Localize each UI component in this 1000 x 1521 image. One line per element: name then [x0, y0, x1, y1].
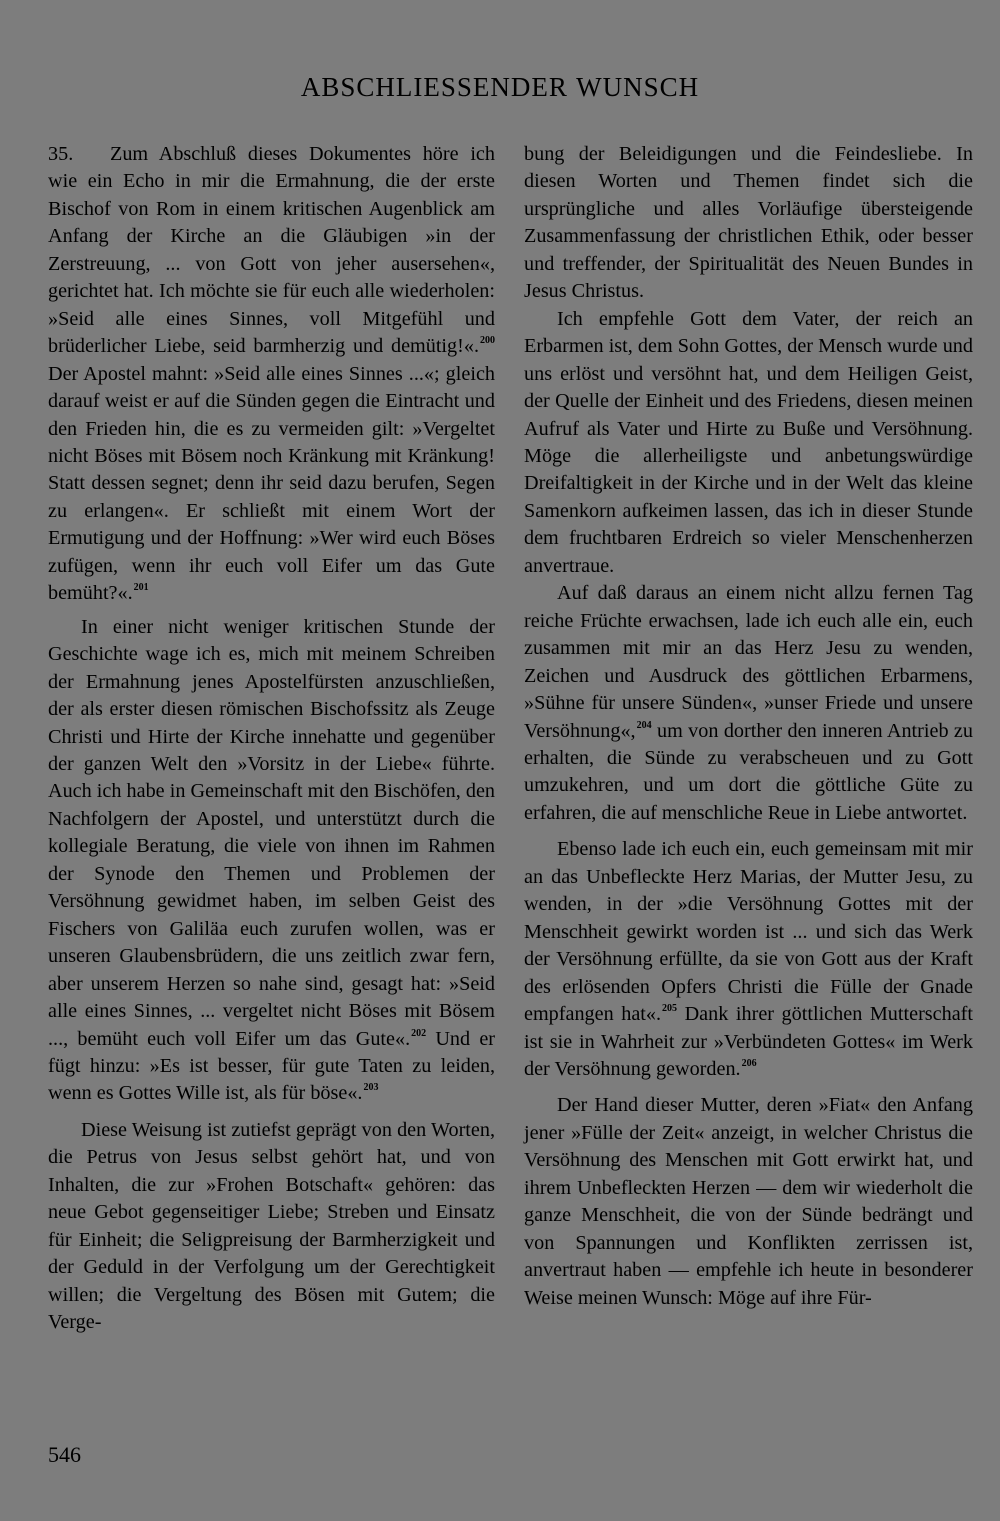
paragraph-text: Auf daß daraus an einem nicht allzu fernen Tag reiche Früchte erwachsen, lade ich euch alle ein, euch zusammen mit mir an das Herz Jesu zu wenden, Zeichen und Ausdruck des göttlichen Erbarmens, »Sühne für unsere Sünden«, »unser Friede und unsere Versöhnung«, — [524, 582, 973, 742]
paragraph-text: Der Apostel mahnt: »Seid alle eines Sinnes ...«; gleich darauf weist er auf die Sünden gegen die Eintracht und den Frieden hin, die es zu vermeiden gilt: »Vergeltet nicht Böses mit Bösem noch Kränkung mit Kränkung! Statt dessen segnet; denn ihr seid dazu berufen, Segen zu erlangen«. Er schließt mit einem Wort der Ermutigung und der Hoffnung: »Wer wird euch Böses zufügen, wenn ihr euch voll Eifer um das Gute bemüht?«. — [48, 362, 495, 605]
section-number: 35. — [48, 143, 74, 165]
page-number: 546 — [48, 1442, 81, 1467]
paragraph — [48, 614, 495, 1108]
footnote-ref-201[interactable]: 201 — [133, 582, 149, 594]
left-column — [48, 141, 495, 1336]
footnote-ref-204[interactable]: 204 — [636, 719, 652, 731]
footnote-ref-202[interactable]: 202 — [411, 1027, 427, 1039]
paragraph-35 — [48, 141, 495, 608]
page-title: ABSCHLIESSENDER WUNSCH — [300, 72, 700, 102]
paragraph-text: Zum Abschluß dieses Dokumentes höre ich wie ein Echo in mir die Ermahnung, die der erste Bischof von Rom in einem kritischen Augenblick am Anfang der Kirche an die Gläubigen »in der Zerstreuung, ... von Gott von jeher ausersehen«, gerichtet hat. Ich möchte sie für euch alle wiederholen: »Seid alle eines Sinnes, voll Mitgefühl und brüderlicher Liebe, seid barmherzig und demütig!«. — [48, 143, 495, 358]
paragraph-text: Dank ihrer göttlichen Mutterschaft ist sie in Wahrheit zur »Verbündeten Gottes« im Werk der Versöhnung geworden. — [524, 1003, 973, 1080]
footnote-ref-205[interactable]: 205 — [662, 1003, 678, 1015]
paragraph-text: Ebenso lade ich euch ein, euch gemeinsam mit mir an das Unbefleckte Herz Marias, der Mutter Jesu, zu wenden, in der »die Versöhnung Gottes mit der Menschheit gewirkt worden ist ... und sich das Werk der Versöhnung erfüllte, da sie von Gott aus der Kraft des erlösenden Opfers Christi die Fülle der Gnade empfangen hat«. — [524, 838, 973, 1026]
paragraph: Der Hand dieser Mutter, deren »Fiat« den Anfang jener »Fülle der Zeit« anzeigt, in welcher Christus die Versöhnung des Menschen mit Gott erwirkt hat, und ihrem Unbefleckten Herzen — dem wir wiederholt die ganze Menschheit, die von der Sünde bedrängt und von Spannungen und Konflikten zerrissen ist, anvertraut haben — empfehle ich heute in besonderer Weise meinen Wunsch: Möge auf ihre Für- — [524, 1094, 973, 1309]
right-column — [524, 141, 973, 1312]
footnote-ref-206[interactable]: 206 — [741, 1057, 757, 1069]
paragraph-text: um von dorther den inneren Antrieb zu erhalten, die Sünde zu verabscheuen und zu Gott umzukehren, und um dort die göttliche Güte zu erfahren, die auf menschliche Reue in Liebe antwortet. — [524, 719, 973, 824]
footnote-ref-200[interactable]: 200 — [480, 335, 495, 347]
paragraph: Diese Weisung ist zutiefst geprägt von den Worten, die Petrus von Jesus selbst gehört hat, und von Inhalten, die zur »Frohen Botschaft« gehören: das neue Gebot gegenseitiger Liebe; Streben und Einsatz für Einheit; die Seligpreisung der Barmherzigkeit und der Geduld in der Verfolgung um der Gerechtigkeit willen; die Vergeltung des Bösen mit Gutem; die Verge- — [48, 1118, 495, 1334]
paragraph-text: In einer nicht weniger kritischen Stunde der Geschichte wage ich es, mich mit meinem Schreiben der Ermahnung jenes Apostelfürsten anzuschließen, der als erster diesen römischen Bischofssitz als Zeuge Christi und Hirte der Kirche innehatte und gegenüber der ganzen Welt den »Vorsitz in der Liebe« führte. Auch ich habe in Gemeinschaft mit den Bischöfen, den Nachfolgern der Apostel, und unterstützt durch die kollegiale Beratung, die viele von ihnen im Rahmen der Synode den Themen und Problemen der Versöhnung gewidmet haben, im selben Geist des Fischers von Galiläa euch zurufen wollen, was er unseren Glaubensbrüdern, die uns zeitlich zwar fern, aber unserem Herzen so nahe sind, gesagt hat: »Seid alle eines Sinnes, ... vergeltet nicht Böses mit Bösem ..., bemüht euch voll Eifer um das Gute«. — [48, 615, 495, 1050]
paragraph-continued: bung der Beleidigungen und die Feindesliebe. In diesen Worten und Themen findet sich die ursprüngliche und alles Vorläufige übersteigende Zusammenfassung der christlichen Ethik, oder besser und treffender, der Spiritualität des Neuen Bundes in Jesus Christus. — [524, 143, 973, 303]
paragraph — [524, 580, 973, 827]
footnote-ref-203[interactable]: 203 — [363, 1082, 379, 1094]
paragraph-text: Und er fügt hinzu: »Es ist besser, für gute Taten zu leiden, wenn es Gottes Wille ist, als für böse«. — [48, 1027, 496, 1105]
paragraph: Ich empfehle Gott dem Vater, der reich an Erbarmen ist, dem Sohn Gottes, der Mensch wurde und uns erlöst und versöhnt hat, und dem Heiligen Geist, der Quelle der Einheit und des Friedens, diesen meinen Aufruf als Vater und Hirte zu Buße und Versöhnung. Möge die allerheiligste und anbetungswürdige Dreifaltigkeit in der Kirche und in der Welt das kleine Samenkorn aufkeimen lassen, das ich in dieser Stunde dem fruchtbaren Erdreich so vieler Menschenherzen anvertraue. — [524, 307, 973, 577]
paragraph — [524, 836, 973, 1083]
